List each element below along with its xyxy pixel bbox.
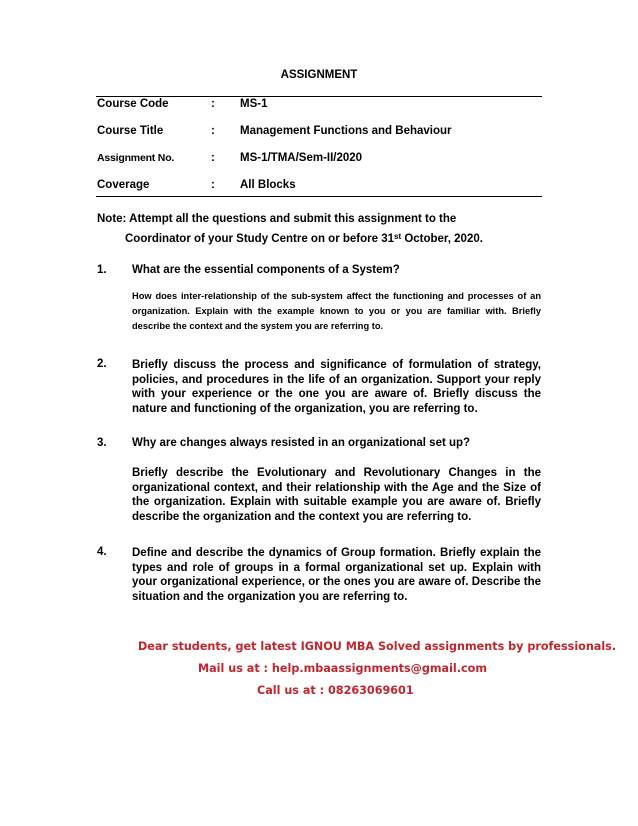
note (97, 209, 547, 250)
note-line-1: Note: Attempt all the questions and submit this assignment to the (97, 213, 457, 225)
meta-colon: : (211, 125, 215, 137)
footer-mail: Mail us at : help.mbaassignments@gmail.com (198, 662, 487, 675)
bottom-rule (96, 196, 542, 197)
meta-label: Coverage (97, 179, 150, 191)
meta-label: Course Title (97, 125, 164, 137)
meta-value: Management Functions and Behaviour (240, 125, 452, 137)
meta-row-course-code (97, 98, 542, 114)
meta-value: MS-1/TMA/Sem-II/2020 (240, 152, 363, 164)
question-number: 4. (97, 546, 107, 558)
note-line-2 (97, 229, 547, 250)
top-rule (96, 96, 542, 97)
question-text: What are the essential components of a System? (132, 264, 400, 276)
question-1-detail: How does inter-relationship of the sub-system affect the functioning and processes of an organization. Explain with the example known to you or you are familiar with. Briefly describe the context and the system you are referring to. (132, 291, 541, 331)
note-line-2-end: October, 2020. (401, 233, 483, 245)
meta-label: Course Code (97, 98, 169, 110)
meta-row-assignment-no (97, 152, 542, 168)
meta-colon: : (211, 98, 215, 110)
question-number: 3. (97, 437, 107, 449)
page-title: ASSIGNMENT (280, 69, 358, 81)
meta-value: MS-1 (240, 98, 268, 110)
note-line-2-text: Coordinator of your Study Centre on or before 31 (125, 233, 394, 245)
footer-line-1: Dear students, get latest IGNOU MBA Solved assignments by professionals. (138, 640, 617, 653)
note-superscript: st (394, 232, 402, 241)
question-4-text: Define and describe the dynamics of Group formation. Briefly explain the types and role of groups in a formal organizational set up. Explain with your organizational experience, or the ones you are aware of. Describe the situation and the organization you are referring to. (132, 547, 541, 603)
question-number: 1. (97, 264, 107, 276)
meta-label: Assignment No. (97, 152, 175, 164)
meta-colon: : (211, 152, 215, 164)
meta-row-course-title (97, 125, 542, 141)
question-number: 2. (97, 358, 107, 370)
meta-value: All Blocks (240, 179, 296, 191)
question-text: Why are changes always resisted in an organizational set up? (132, 437, 471, 449)
footer-phone: Call us at : 08263069601 (257, 684, 414, 697)
meta-row-coverage (97, 179, 542, 195)
question-3-detail: Briefly describe the Evolutionary and Revolutionary Changes in the organizational context, and their relationship with the Age and the Size of the organization. Explain with suitable example you are aware of. Briefly describe the organization and the context you are referring to. (132, 467, 541, 523)
meta-colon: : (211, 179, 215, 191)
question-2-text: Briefly discuss the process and significance of formulation of strategy, policies, and procedures in the life of an organization. Support your reply with your experience or the one you are aware of. Briefly discuss the nature and functioning of the organization, you are referring to. (132, 359, 541, 415)
